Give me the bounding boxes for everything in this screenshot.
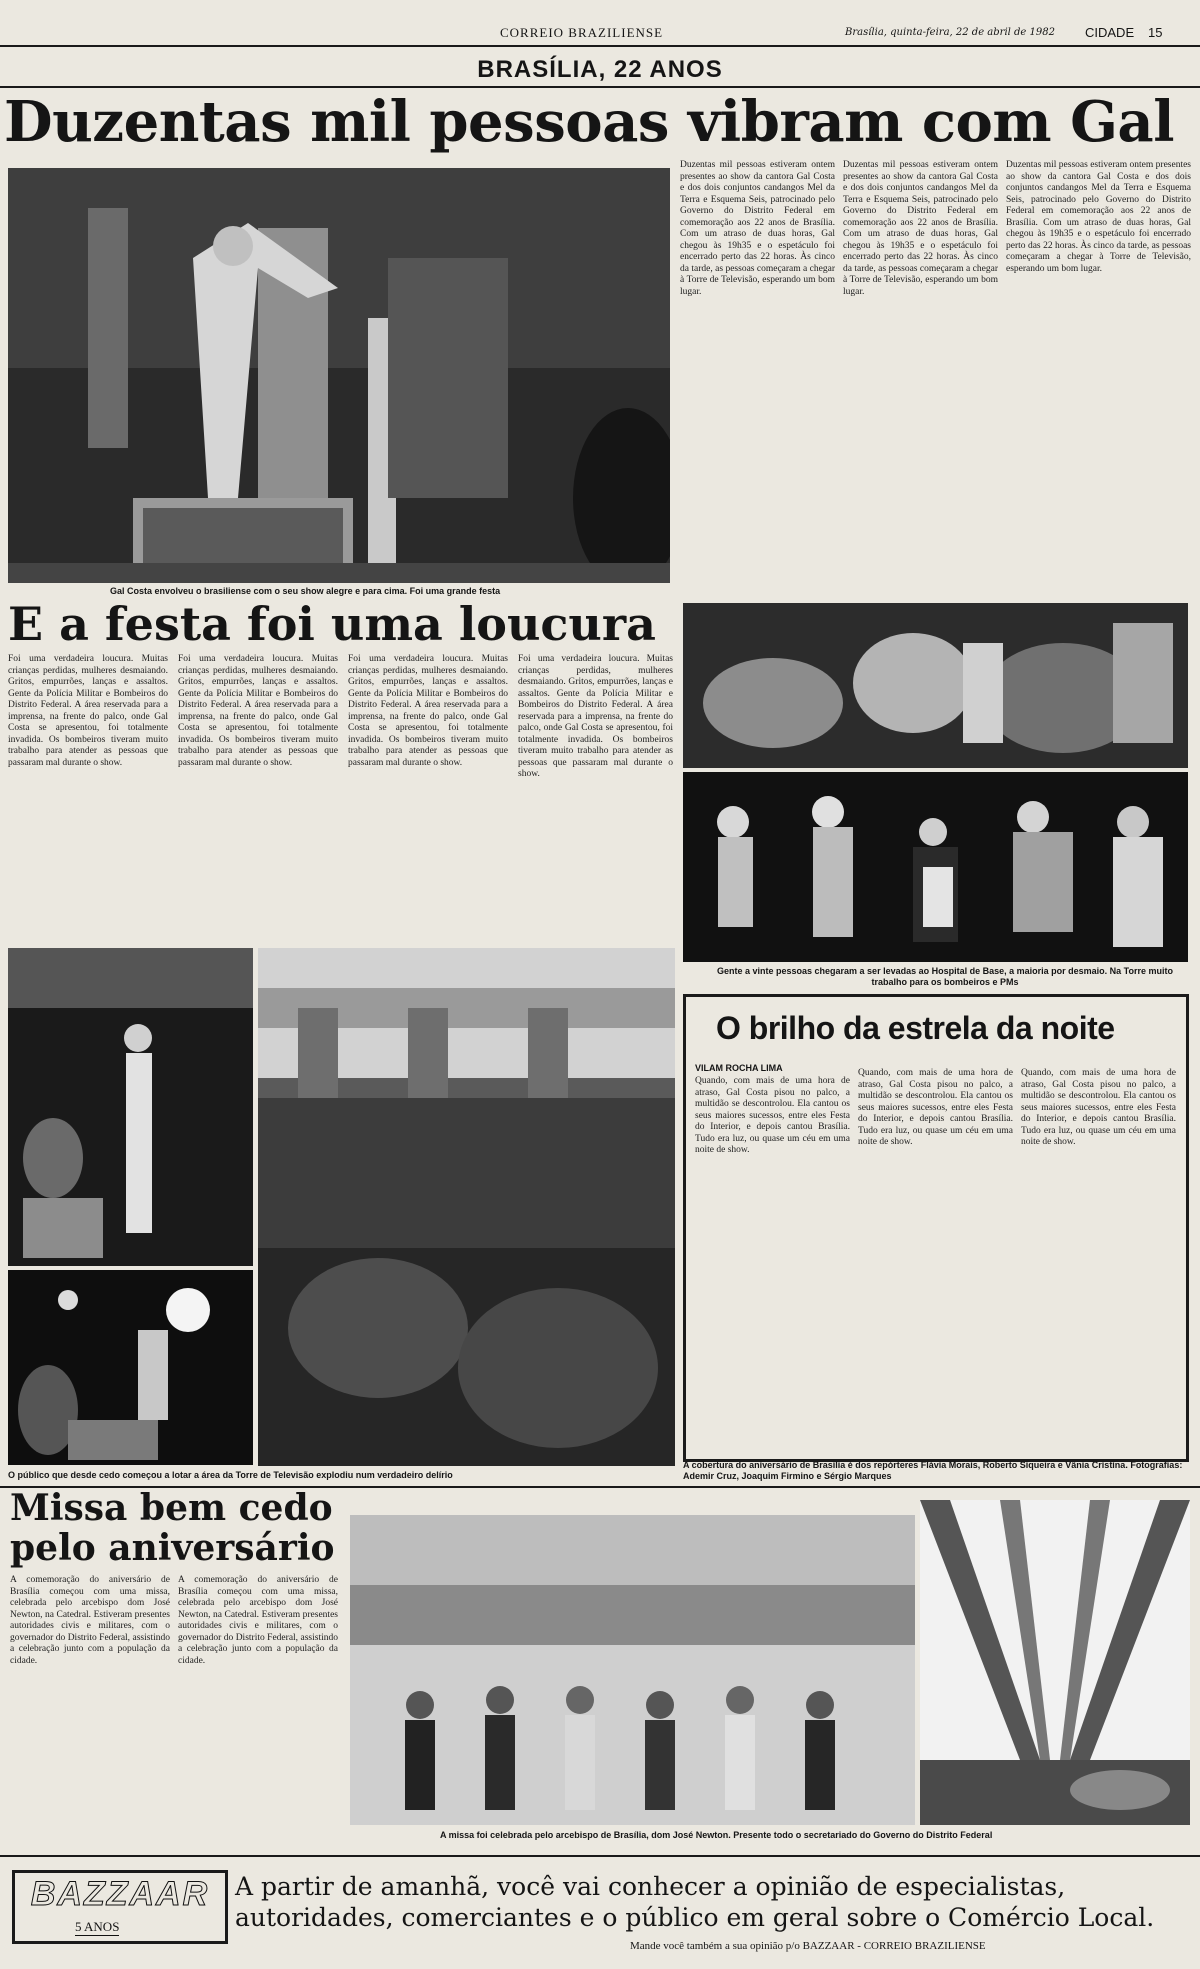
box-title: O brilho da estrela da noite <box>716 1010 1115 1046</box>
caption-stage: Gal Costa envolveu o brasiliense com o seu show alegre e para cima. Foi uma grande festa <box>110 586 501 596</box>
missa-text-col-2: A comemoração do aniversário de Brasília começou com uma missa, celebrada pelo arcebispo dom José Newton, na Catedral. Estiveram presentes autoridades civis e militares, com o governador do Distrito Federal, assistindo a celebração junto com a população da cidade. <box>178 1575 338 1666</box>
festa-headline: E a festa foi uma loucura <box>8 597 656 651</box>
box-text-col-3: Quando, com mais de uma hora de atraso, Gal Costa pisou no palco, a multidão se descontrolou. Ela cantou os seus maiores sucessos, entre eles Festa do Interior, e depois cantou Brasília. Tudo era luz, ou quase um céu em uma noite de show. <box>1021 1068 1176 1147</box>
photo-gal-singing <box>8 948 253 1266</box>
bazzaar-logo-name: BAZZAAR <box>30 1875 210 1913</box>
ad-line-2: autoridades, comerciantes e o público em geral sobre o Comércio Local. <box>235 1903 1155 1932</box>
ad-footer: Mande você também a sua opinião p/o BAZZAAR - CORREIO BRAZILIENSE <box>630 1940 986 1952</box>
photo-missa-authorities <box>350 1515 915 1825</box>
masthead <box>0 22 1200 44</box>
photo-gal-stage-lights <box>8 1270 253 1465</box>
section-name: CIDADE <box>1085 25 1135 40</box>
caption-public: O público que desde cedo começou a lotar a área da Torre de Televisão explodiu num verdadeiro delírio <box>8 1470 453 1480</box>
missa-headline-line-2: pelo aniversário <box>10 1527 335 1569</box>
issue-date: Brasília, quinta-feira, 22 de abril de 1982 <box>845 27 1055 38</box>
caption-crowd-rescue: Gente a vinte pessoas chegaram a ser levadas ao Hospital de Base, a maioria por desmaio. Na Torre muito trabalho para os bombeiros e PMs <box>716 966 1173 987</box>
bazzaar-logo-anos: 5 ANOS <box>75 1919 120 1934</box>
festa-text-col-4: Foi uma verdadeira loucura. Muitas crianças perdidas, mulheres desmaiando. Gritos, empurrões, lanças e assaltos. Gente da Polícia Militar e Bombeiros do Distrito Federal. A área reservada para a imprensa, na frente do palco, onde Gal Costa se apresentou, foi totalmente invadida. Os bombeiros tiveram muito trabalho para atender as pessoas que passaram mal durante o show. <box>518 654 673 779</box>
main-headline: Duzentas mil pessoas vibram com Gal <box>4 89 1174 155</box>
caption-coverage-credits: A cobertura do aniversário de Brasília é dos repórteres Flávia Morais, Roberto Siqueira e Vânia Cristina. Fotografias: Ademir Cruz, Joaquim Firmino e Sérgio Marques <box>683 1460 1183 1481</box>
caption-missa: A missa foi celebrada pelo arcebispo de Brasília, dom José Newton. Presente todo o secretariado do Governo do Distrito Federal <box>440 1830 993 1840</box>
box-byline: VILAM ROCHA LIMA <box>695 1063 783 1073</box>
festa-text-col-1: Foi uma verdadeira loucura. Muitas crianças perdidas, mulheres desmaiando. Gritos, empurrões, lanças e assaltos. Gente da Polícia Militar e Bombeiros do Distrito Federal. A área reservada para a imprensa, na frente do palco, onde Gal Costa se apresentou, foi totalmente invadida. Os bombeiros tiveram muito trabalho para atender as pessoas que passaram mal durante o show. <box>8 654 168 768</box>
lead-text-col-1: Duzentas mil pessoas estiveram ontem presentes ao show da cantora Gal Costa e dos dois conjuntos candangos Mel da Terra e Esquema Seis, patrocinado pelo Governo do Distrito Federal em comemoração aos 22 anos de Brasília. Com um atraso de duas horas, Gal chegou às 19h35 e o espetáculo foi encerrado perto das 22 horas. Às cinco da tarde, as pessoas começaram a chegar à Torre de Televisão, esperando um bom lugar. <box>680 160 835 297</box>
masthead-rule <box>0 45 1200 47</box>
kicker-rule <box>0 86 1200 88</box>
photo-crowd-tv-tower <box>258 948 675 1466</box>
photo-crowd-rescue-1 <box>683 603 1188 768</box>
ad-line-1: A partir de amanhã, você vai conhecer a opinião de especialistas, <box>235 1872 1066 1901</box>
photo-catedral-interior <box>920 1500 1190 1825</box>
paper-name: CORREIO BRAZILIENSE <box>500 25 664 40</box>
box-text-col-2: Quando, com mais de uma hora de atraso, Gal Costa pisou no palco, a multidão se descontrolou. Ela cantou os seus maiores sucessos, entre eles Festa do Interior, e depois cantou Brasília. Tudo era luz, ou quase um céu em uma noite de show. <box>858 1068 1013 1147</box>
box-text-col-1: Quando, com mais de uma hora de atraso, Gal Costa pisou no palco, a multidão se descontrolou. Ela cantou os seus maiores sucessos, entre eles Festa do Interior, e depois cantou Brasília. Tudo era luz, ou quase um céu em uma noite de show. <box>695 1076 850 1155</box>
festa-text-col-2: Foi uma verdadeira loucura. Muitas crianças perdidas, mulheres desmaiando. Gritos, empurrões, lanças e assaltos. Gente da Polícia Militar e Bombeiros do Distrito Federal. A área reservada para a imprensa, na frente do palco, onde Gal Costa se apresentou, foi totalmente invadida. Os bombeiros tiveram muito trabalho para atender as pessoas que passaram mal durante o show. <box>178 654 338 768</box>
bazzaar-logo <box>12 1870 228 1944</box>
missa-headline-line-1: Missa bem cedo <box>10 1487 333 1529</box>
photo-gal-on-stage <box>8 168 670 583</box>
lead-text-col-2: Duzentas mil pessoas estiveram ontem presentes ao show da cantora Gal Costa e dos dois conjuntos candangos Mel da Terra e Esquema Seis, patrocinado pelo Governo do Distrito Federal em comemoração aos 22 anos de Brasília. Com um atraso de duas horas, Gal chegou às 19h35 e o espetáculo foi encerrado perto das 22 horas. Às cinco da tarde, as pessoas começaram a chegar à Torre de Televisão, esperando um bom lugar. <box>843 160 998 297</box>
missa-text-col-1: A comemoração do aniversário de Brasília começou com uma missa, celebrada pelo arcebispo dom José Newton, na Catedral. Estiveram presentes autoridades civis e militares, com o governador do Distrito Federal, assistindo a celebração junto com a população da cidade. <box>10 1575 170 1666</box>
festa-text-col-3: Foi uma verdadeira loucura. Muitas crianças perdidas, mulheres desmaiando. Gritos, empurrões, lanças e assaltos. Gente da Polícia Militar e Bombeiros do Distrito Federal. A área reservada para a imprensa, na frente do palco, onde Gal Costa se apresentou, foi totalmente invadida. Os bombeiros tiveram muito trabalho para atender as pessoas que passaram mal durante o show. <box>348 654 508 768</box>
section-kicker: BRASÍLIA, 22 ANOS <box>477 56 723 83</box>
photo-crowd-rescue-2 <box>683 772 1188 962</box>
lead-text-col-3: Duzentas mil pessoas estiveram ontem presentes ao show da cantora Gal Costa e dos dois conjuntos candangos Mel da Terra e Esquema Seis, patrocinado pelo Governo do Distrito Federal em comemoração aos 22 anos de Brasília. Com um atraso de duas horas, Gal chegou às 19h35 e o espetáculo foi encerrado perto das 22 horas. Às cinco da tarde, as pessoas começaram a chegar à Torre de Televisão, esperando um bom lugar. <box>1006 160 1191 274</box>
page-number: 15 <box>1148 25 1163 40</box>
ad-divider <box>0 1855 1200 1857</box>
